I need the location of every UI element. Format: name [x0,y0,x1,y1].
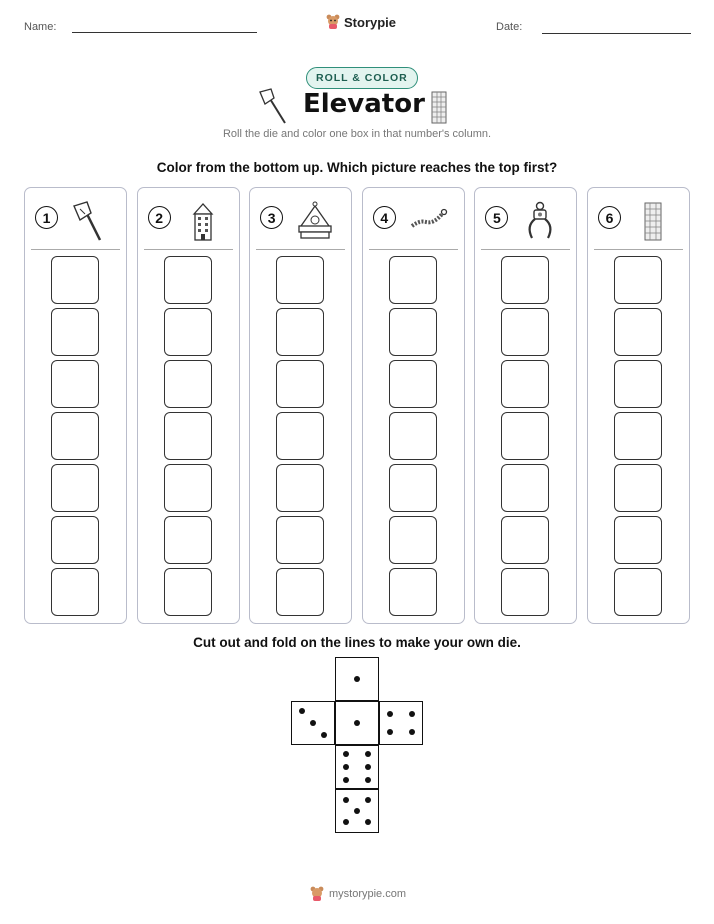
color-box[interactable] [276,256,324,304]
die-pip [387,729,393,735]
column-2 [137,187,240,624]
die-pip [343,797,349,803]
die-face-5 [335,789,379,833]
color-box[interactable] [501,308,549,356]
instructions-prompt: Color from the bottom up. Which picture reaches the top first? [156,160,558,175]
column-4 [362,187,465,624]
color-box[interactable] [51,464,99,512]
color-box[interactable] [164,412,212,460]
brand-name: Storypie [344,14,397,30]
name-label: Name: [24,21,57,33]
rope-icon [408,200,448,242]
die-instructions: Cut out and fold on the lines to make your own die. [193,635,521,650]
column-6 [587,187,690,624]
color-box[interactable] [614,516,662,564]
color-box[interactable] [501,360,549,408]
color-box[interactable] [164,360,212,408]
color-box[interactable] [389,464,437,512]
color-box[interactable] [51,412,99,460]
color-box[interactable] [276,412,324,460]
color-box[interactable] [501,464,549,512]
die-pip [299,708,305,714]
die-pip [365,751,371,757]
color-box[interactable] [276,516,324,564]
axe-icon [70,200,110,242]
die-pip [409,729,415,735]
die-pip [343,819,349,825]
axe-icon [257,88,291,126]
color-box[interactable] [501,568,549,616]
color-box[interactable] [276,568,324,616]
die-face-4 [379,701,423,745]
color-box[interactable] [389,412,437,460]
color-box[interactable] [614,360,662,408]
column-3 [249,187,352,624]
column-1 [24,187,127,624]
color-box[interactable] [614,464,662,512]
footer [310,886,406,902]
color-box[interactable] [501,256,549,304]
color-box[interactable] [276,308,324,356]
die-pip [343,777,349,783]
die-pip [321,732,327,738]
date-line[interactable] [542,33,691,34]
die-face-6 [335,745,379,789]
color-box[interactable] [614,308,662,356]
die-pip [365,819,371,825]
color-box[interactable] [389,256,437,304]
date-label: Date: [496,21,523,33]
column-number: 1 [35,206,58,229]
die-pip [343,764,349,770]
footer-site[interactable]: mystorypie.com [329,888,407,900]
color-box[interactable] [164,516,212,564]
elevator-platform-icon [295,200,335,242]
crane-claw-icon [520,200,560,242]
color-box[interactable] [164,256,212,304]
color-box[interactable] [164,308,212,356]
color-box[interactable] [389,568,437,616]
column-divider [481,249,570,250]
color-box[interactable] [164,568,212,616]
color-box[interactable] [51,256,99,304]
color-box[interactable] [614,256,662,304]
color-box[interactable] [51,360,99,408]
color-box[interactable] [389,516,437,564]
column-divider [256,249,345,250]
color-box[interactable] [51,516,99,564]
tower-building-icon [183,200,223,242]
color-box[interactable] [164,464,212,512]
color-box[interactable] [389,308,437,356]
column-number: 3 [260,206,283,229]
color-box[interactable] [614,568,662,616]
die-pip [409,711,415,717]
color-box[interactable] [614,412,662,460]
bear-icon [326,14,340,30]
color-box[interactable] [501,412,549,460]
column-divider [369,249,458,250]
skyscraper-icon [429,90,449,124]
name-line[interactable] [72,32,257,33]
column-divider [594,249,683,250]
column-number: 2 [148,206,171,229]
color-box[interactable] [51,568,99,616]
subtitle: Roll the die and color one box in that number's column. [222,128,492,140]
die-face-1 [335,701,379,745]
column-divider [31,249,120,250]
die-pip [310,720,316,726]
die-pip [343,751,349,757]
die-pip [354,720,360,726]
die-pip [354,808,360,814]
page-title: Elevator [303,89,425,119]
color-box[interactable] [389,360,437,408]
die-face-3 [291,701,335,745]
die-pip [387,711,393,717]
color-box[interactable] [501,516,549,564]
die-pip [365,764,371,770]
die-pip [365,777,371,783]
color-box[interactable] [51,308,99,356]
color-box[interactable] [276,464,324,512]
column-number: 4 [373,206,396,229]
column-number: 6 [598,206,621,229]
brand-logo [326,14,396,30]
column-number: 5 [485,206,508,229]
activity-badge: ROLL & COLOR [306,67,418,89]
color-box[interactable] [276,360,324,408]
die-pip [365,797,371,803]
die-pip [354,676,360,682]
die-face-1 [335,657,379,701]
column-divider [144,249,233,250]
skyscraper-icon [633,200,673,242]
column-5 [474,187,577,624]
bear-icon [310,886,324,902]
